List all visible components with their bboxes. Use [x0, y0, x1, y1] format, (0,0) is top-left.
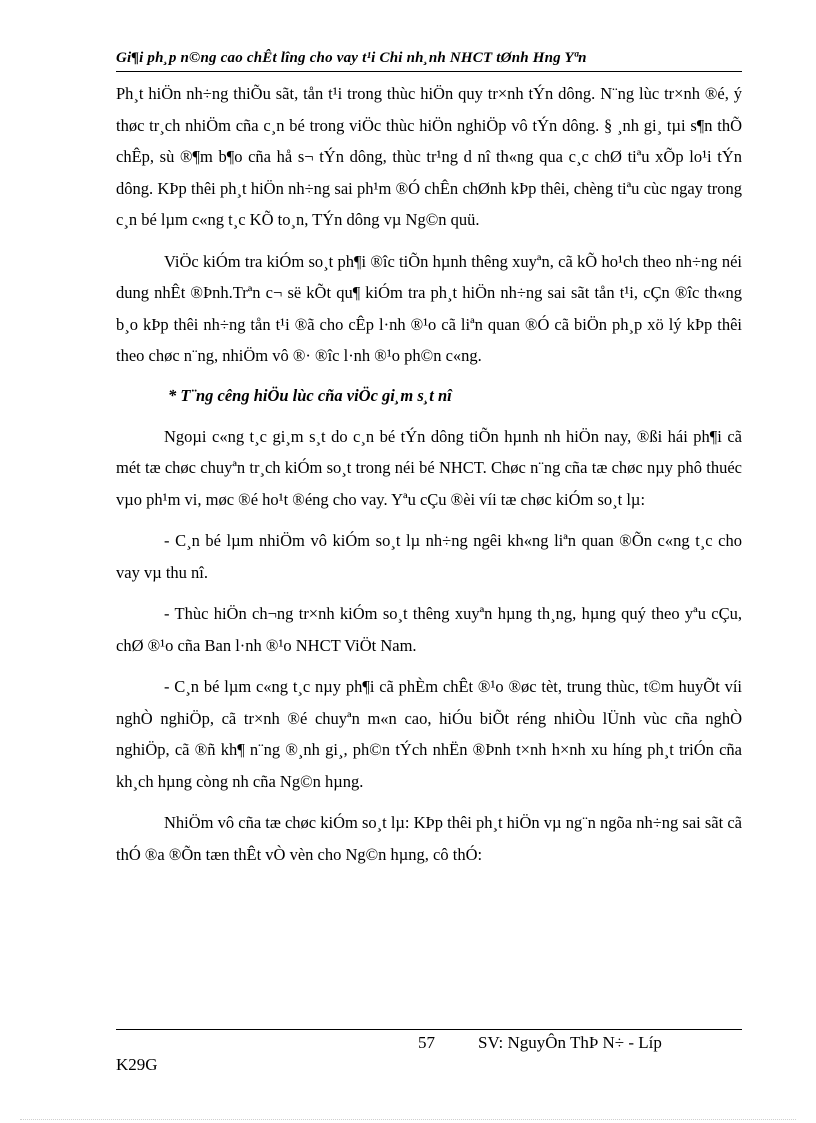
list-item-1: - C¸n bé lµm nhiÖm vô kiÓm so¸t lµ nh÷ng ngêi kh«ng liªn quan ®Õn c«ng t¸c cho vay vµ thu nî.	[116, 531, 742, 582]
student-name: SV: NguyÔn ThÞ N÷ - Líp	[478, 1033, 662, 1052]
paragraph-3: Ngoµi c«ng t¸c gi¸m s¸t do c¸n bé tÝn dông tiÕn hµnh nh hiÖn nay, ®ßi hái ph¶i cã mét tæ chøc chuyªn tr¸ch kiÓm so¸t trong néi bé NHCT. Chøc n¨ng cña tæ chøc nµy phô thuéc vµo ph¹m vi, møc ®é ho¹t ®éng cho vay. Yªu cÇu ®èi víi tæ chøc kiÓm so¸t lµ:	[116, 426, 742, 509]
header-divider	[116, 71, 742, 72]
page-body	[116, 78, 742, 870]
list-item-2: - Thùc hiÖn ch¬ng tr×nh kiÓm so¸t thêng xuyªn hµng th¸ng, hµng quý theo yªu cÇu, chØ ®¹o cña Ban l·nh ®¹o NHCT ViÖt Nam.	[116, 604, 742, 655]
paragraph-1: Ph¸t hiÖn nh÷ng thiÕu sãt, tån t¹i trong thùc hiÖn quy tr×nh tÝn dông. N¨ng lùc tr×nh ®é, ý thøc tr¸ch nhiÖm cña c¸n bé trong viÖc thùc hiÖn nghiÖp vô tÝn dông. § ¸nh gi¸ tµi s¶n thÕ chÊp, sù ®¶m b¶o cña hå s¬ tÝn dông, thùc tr¹ng d nî th«ng qua c¸c chØ tiªu xÕp lo¹i tÝn dông. KÞp thêi ph¸t hiÖn nh÷ng sai ph¹m ®Ó chÊn chØnh kÞp thêi, chèng tiªu cùc ngay trong c¸n bé lµm c«ng t¸c KÕ to¸n, TÝn dông vµ Ng©n quü.	[116, 84, 742, 229]
class-code: K29G	[116, 1055, 158, 1074]
paragraph-2: ViÖc kiÓm tra kiÓm so¸t ph¶i ®îc tiÕn hµnh thêng xuyªn, cã kÕ ho¹ch theo nh÷ng néi dung nhÊt ®Þnh.Trªn c¬ së kÕt qu¶ kiÓm tra ph¸t hiÖn nh÷ng sai sãt tån t¹i, cÇn ®îc th«ng b¸o kÞp thêi nh÷ng tån t¹i ®ã cho cÊp l·nh ®¹o cã liªn quan ®Ó cã biÖn ph¸p xö lý kÞp thêi theo chøc n¨ng, nhiÖm vô ®· ®îc l·nh ®¹o ph©n c«ng.	[116, 251, 742, 365]
page-header: Gi¶i ph¸p n©ng cao chÊt lîng cho vay t¹i Chi nh¸nh NHCT tØnh Hng Yªn	[116, 50, 587, 66]
footer-divider	[116, 1029, 742, 1030]
list-item-3: - C¸n bé lµm c«ng t¸c nµy ph¶i cã phÈm chÊt ®¹o ®øc tèt, trung thùc, t©m huyÕt víi nghÒ nghiÖp, cã tr×nh ®é chuyªn m«n cao, hiÓu biÕt réng nhiÒu lÜnh vùc cña nghÒ nghiÖp, cã ®ñ kh¶ n¨ng ®¸nh gi¸, ph©n tÝch nhËn ®Þnh t×nh h×nh xu híng ph¸t triÓn cña kh¸ch hµng còng nh cña Ng©n hµng.	[116, 677, 742, 791]
page-number: 57	[418, 1033, 435, 1052]
page-bottom-border	[20, 1119, 796, 1120]
section-heading: * T¨ng cêng hiÖu lùc cña viÖc gi¸m s¸t nî	[168, 385, 452, 405]
paragraph-4: NhiÖm vô cña tæ chøc kiÓm so¸t lµ: KÞp thêi ph¸t hiÖn vµ ng¨n ngõa nh÷ng sai sãt cã thÓ ®a ®Õn tæn thÊt vÒ vèn cho Ng©n hµng, cô thÓ:	[116, 813, 742, 864]
